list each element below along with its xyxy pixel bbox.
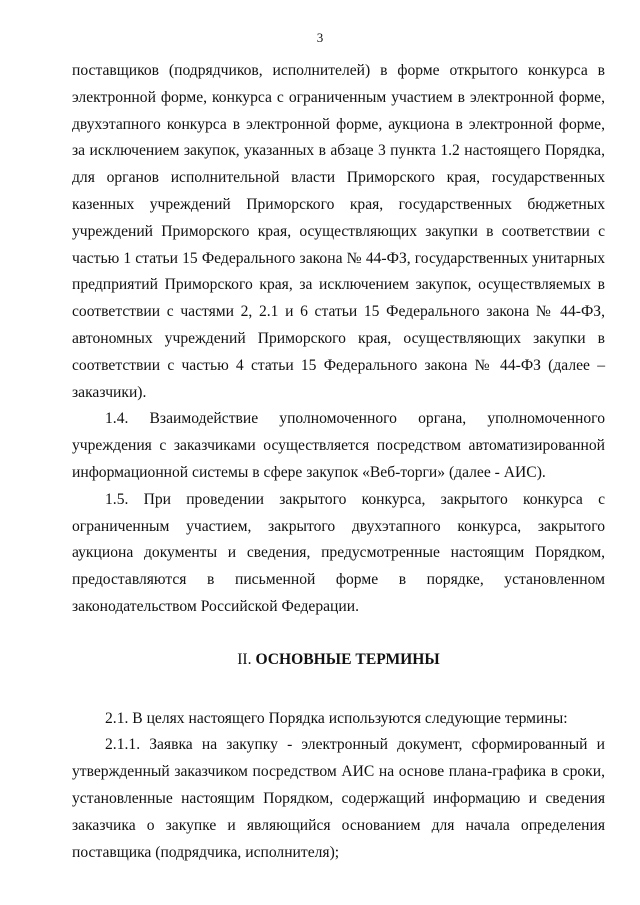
paragraph-continuation: поставщиков (подрядчиков, исполнителей) в форме открытого конкурса в электронной форме, конкурса с ограниченным участием в электронной форме, двухэтапного конкурса в электронной форме, аукциона в электронной форме, за исключением закупок, указанных в абзаце 3 пункта 1.2 настоящего Порядка, для органов исполнительной власти Приморского края, государственных казенных учреждений Приморского края, государственных бюджетных учреждений Приморского края, осуществляющих закупки в соответствии с частью 1 статьи 15 Федерального закона № 44-ФЗ, государственных унитарных предприятий Приморского края, за исключением закупок, осуществляемых в соответствии с частями 2, 2.1 и 6 статьи 15 Федерального закона № 44-ФЗ, автономных учреждений Приморского края, осуществляющих закупки в соответствии с частью 4 статьи 15 Федерального закона № 44-ФЗ (далее – заказчики). [72, 62, 605, 401]
document-body [72, 58, 605, 866]
section-title: ОСНОВНЫЕ ТЕРМИНЫ [255, 650, 440, 668]
paragraph-1-5: 1.5. При проведении закрытого конкурса, закрытого конкурса с ограниченным участием, закрытого двухэтапного конкурса, закрытого аукциона документы и сведения, предусмотренные настоящим Порядком, предоставляются в письменной форме в порядке, установленном законодательством Российской Федерации. [72, 490, 605, 615]
paragraph-2-1: 2.1. В целях настоящего Порядка используются следующие термины: [105, 709, 568, 727]
section-number: II. [237, 650, 252, 668]
paragraph-2-1-1: 2.1.1. Заявка на закупку - электронный документ, сформированный и утвержденный заказчиком посредством АИС на основе плана-графика в сроки, установленные настоящим Порядком, содержащий информацию и сведения заказчика о закупке и являющийся основанием для начала определения поставщика (подрядчика, исполнителя); [72, 736, 605, 861]
paragraph-1-4: 1.4. Взаимодействие уполномоченного органа, уполномоченного учреждения с заказчиками осуществляется посредством автоматизированной информационной системы в сфере закупок «Веб-торги» (далее - АИС). [72, 410, 605, 481]
page-number: 3 [316, 30, 324, 45]
section-heading [72, 647, 605, 674]
